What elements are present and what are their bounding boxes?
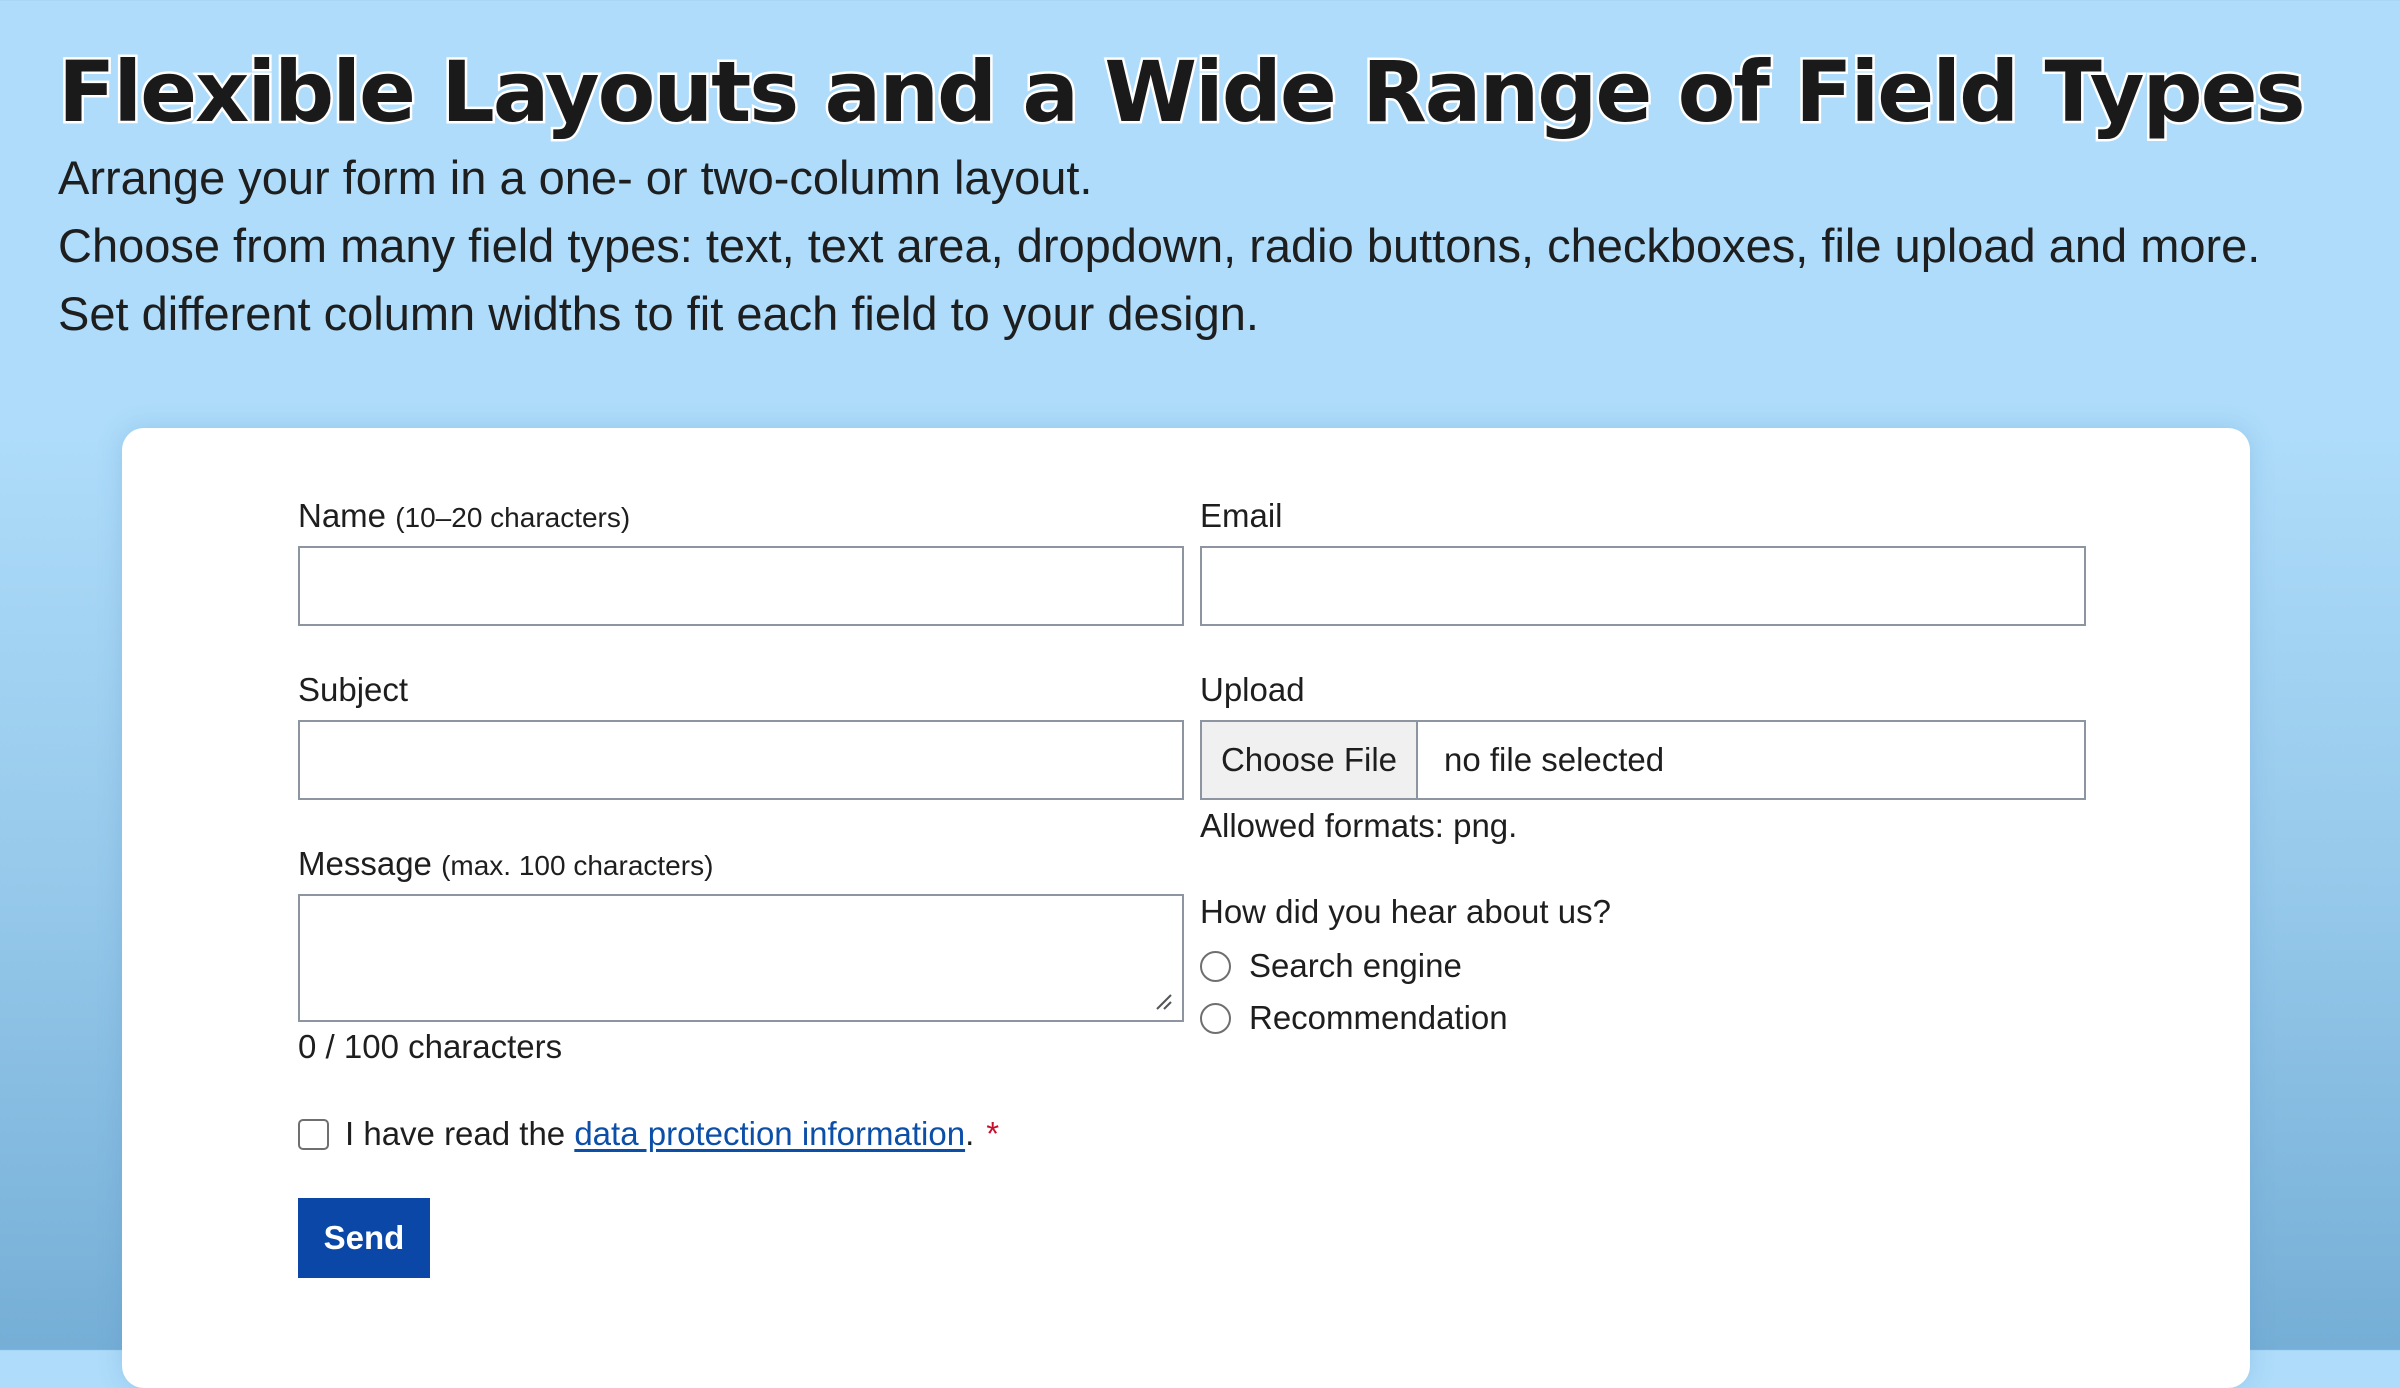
hero-line-layout: Arrange your form in a one- or two-column layout. (58, 151, 1093, 204)
file-upload-field (1200, 720, 2086, 800)
subject-input[interactable] (298, 720, 1184, 800)
hero-line-column-widths: Set different column widths to fit each field to your design. (58, 287, 1259, 340)
name-label-hint: (10–20 characters) (395, 502, 631, 533)
consent-checkbox[interactable] (298, 1119, 329, 1150)
resize-grip-icon[interactable] (1154, 992, 1172, 1010)
radio-option-search-engine[interactable] (1200, 946, 1462, 986)
hero-line-field-types: Choose from many field types: text, text area, dropdown, radio buttons, checkboxes, file upload and more. (58, 219, 2261, 272)
consent-prefix-text: I have read the (345, 1115, 566, 1152)
message-char-counter: 0 / 100 characters (298, 1028, 563, 1065)
allowed-formats-text: Allowed formats: png. (1200, 807, 1518, 844)
hero-title: Flexible Layouts and a Wide Range of Field Types (58, 43, 2304, 141)
name-label-text: Name (298, 497, 387, 534)
file-status-text: no file selected (1444, 741, 1665, 778)
consent-suffix-text: . (965, 1115, 975, 1152)
message-label-hint: (max. 100 characters) (441, 850, 714, 881)
radio-label-recommendation: Recommendation (1249, 999, 1508, 1036)
email-input[interactable] (1200, 546, 2086, 626)
referral-question-label: How did you hear about us? (1200, 893, 1611, 930)
hero-section (58, 40, 2358, 348)
contact-form-card (122, 428, 2250, 1388)
message-label (298, 844, 713, 886)
subject-label: Subject (298, 671, 409, 708)
hero-description (58, 144, 2358, 348)
message-textarea[interactable] (298, 894, 1184, 1022)
radio-label-search-engine: Search engine (1249, 947, 1462, 984)
radio-unchecked-icon[interactable] (1200, 951, 1231, 982)
message-label-text: Message (298, 845, 432, 882)
name-input[interactable] (298, 546, 1184, 626)
email-label: Email (1200, 497, 1283, 534)
radio-option-recommendation[interactable] (1200, 998, 1508, 1038)
consent-row (298, 1114, 999, 1154)
send-button[interactable]: Send (298, 1198, 430, 1278)
radio-unchecked-icon[interactable] (1200, 1003, 1231, 1034)
name-label (298, 496, 630, 538)
upload-label: Upload (1200, 671, 1305, 708)
required-asterisk: * (986, 1115, 1000, 1152)
data-protection-link[interactable]: data protection information (574, 1115, 966, 1152)
choose-file-button[interactable]: Choose File (1202, 722, 1418, 798)
